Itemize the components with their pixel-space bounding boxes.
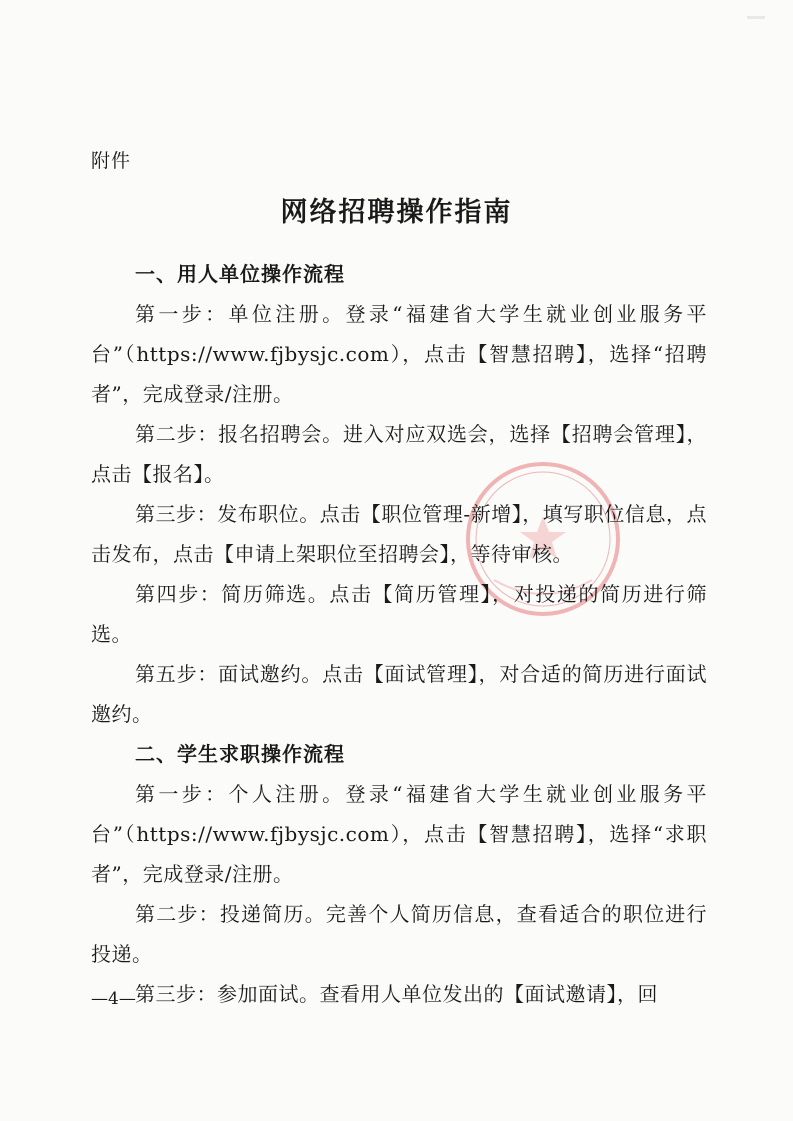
section-heading-employer: 一、用人单位操作流程 <box>135 262 345 286</box>
employer-step-4: 第四步：简历筛选。点击【简历管理】，对投递的简历进行筛选。 <box>91 582 707 646</box>
attachment-label: 附件 <box>91 150 132 172</box>
employer-step-2: 第二步：报名招聘会。进入对应双选会，选择【招聘会管理】，点击【报名】。 <box>91 422 707 486</box>
page-title: 网络招聘操作指南 <box>280 197 513 228</box>
student-step-2: 第二步：投递简历。完善个人简历信息，查看适合的职位进行投递。 <box>91 902 707 966</box>
employer-step-3: 第三步：发布职位。点击【职位管理-新增】，填写职位信息，点击发布，点击【申请上架职位至招聘会】，等待审核。 <box>91 502 707 566</box>
scan-artifact <box>747 16 765 19</box>
document-body <box>91 254 707 1014</box>
employer-step-1: 第一步：单位注册。登录“福建省大学生就业创业服务平台”（https://www.fjbysjc.com），点击【智慧招聘】，选择“招聘者”，完成登录/注册。 <box>91 302 707 406</box>
student-step-1: 第一步：个人注册。登录“福建省大学生就业创业服务平台”（https://www.fjbysjc.com），点击【智慧招聘】，选择“求职者”，完成登录/注册。 <box>91 782 707 886</box>
employer-step-5: 第五步：面试邀约。点击【面试管理】，对合适的简历进行面试邀约。 <box>91 662 707 726</box>
section-heading-student: 二、学生求职操作流程 <box>135 742 345 766</box>
page-number: —4— <box>91 989 136 1009</box>
student-step-3: 第三步：参加面试。查看用人单位发出的【面试邀请】，回 <box>135 982 658 1006</box>
